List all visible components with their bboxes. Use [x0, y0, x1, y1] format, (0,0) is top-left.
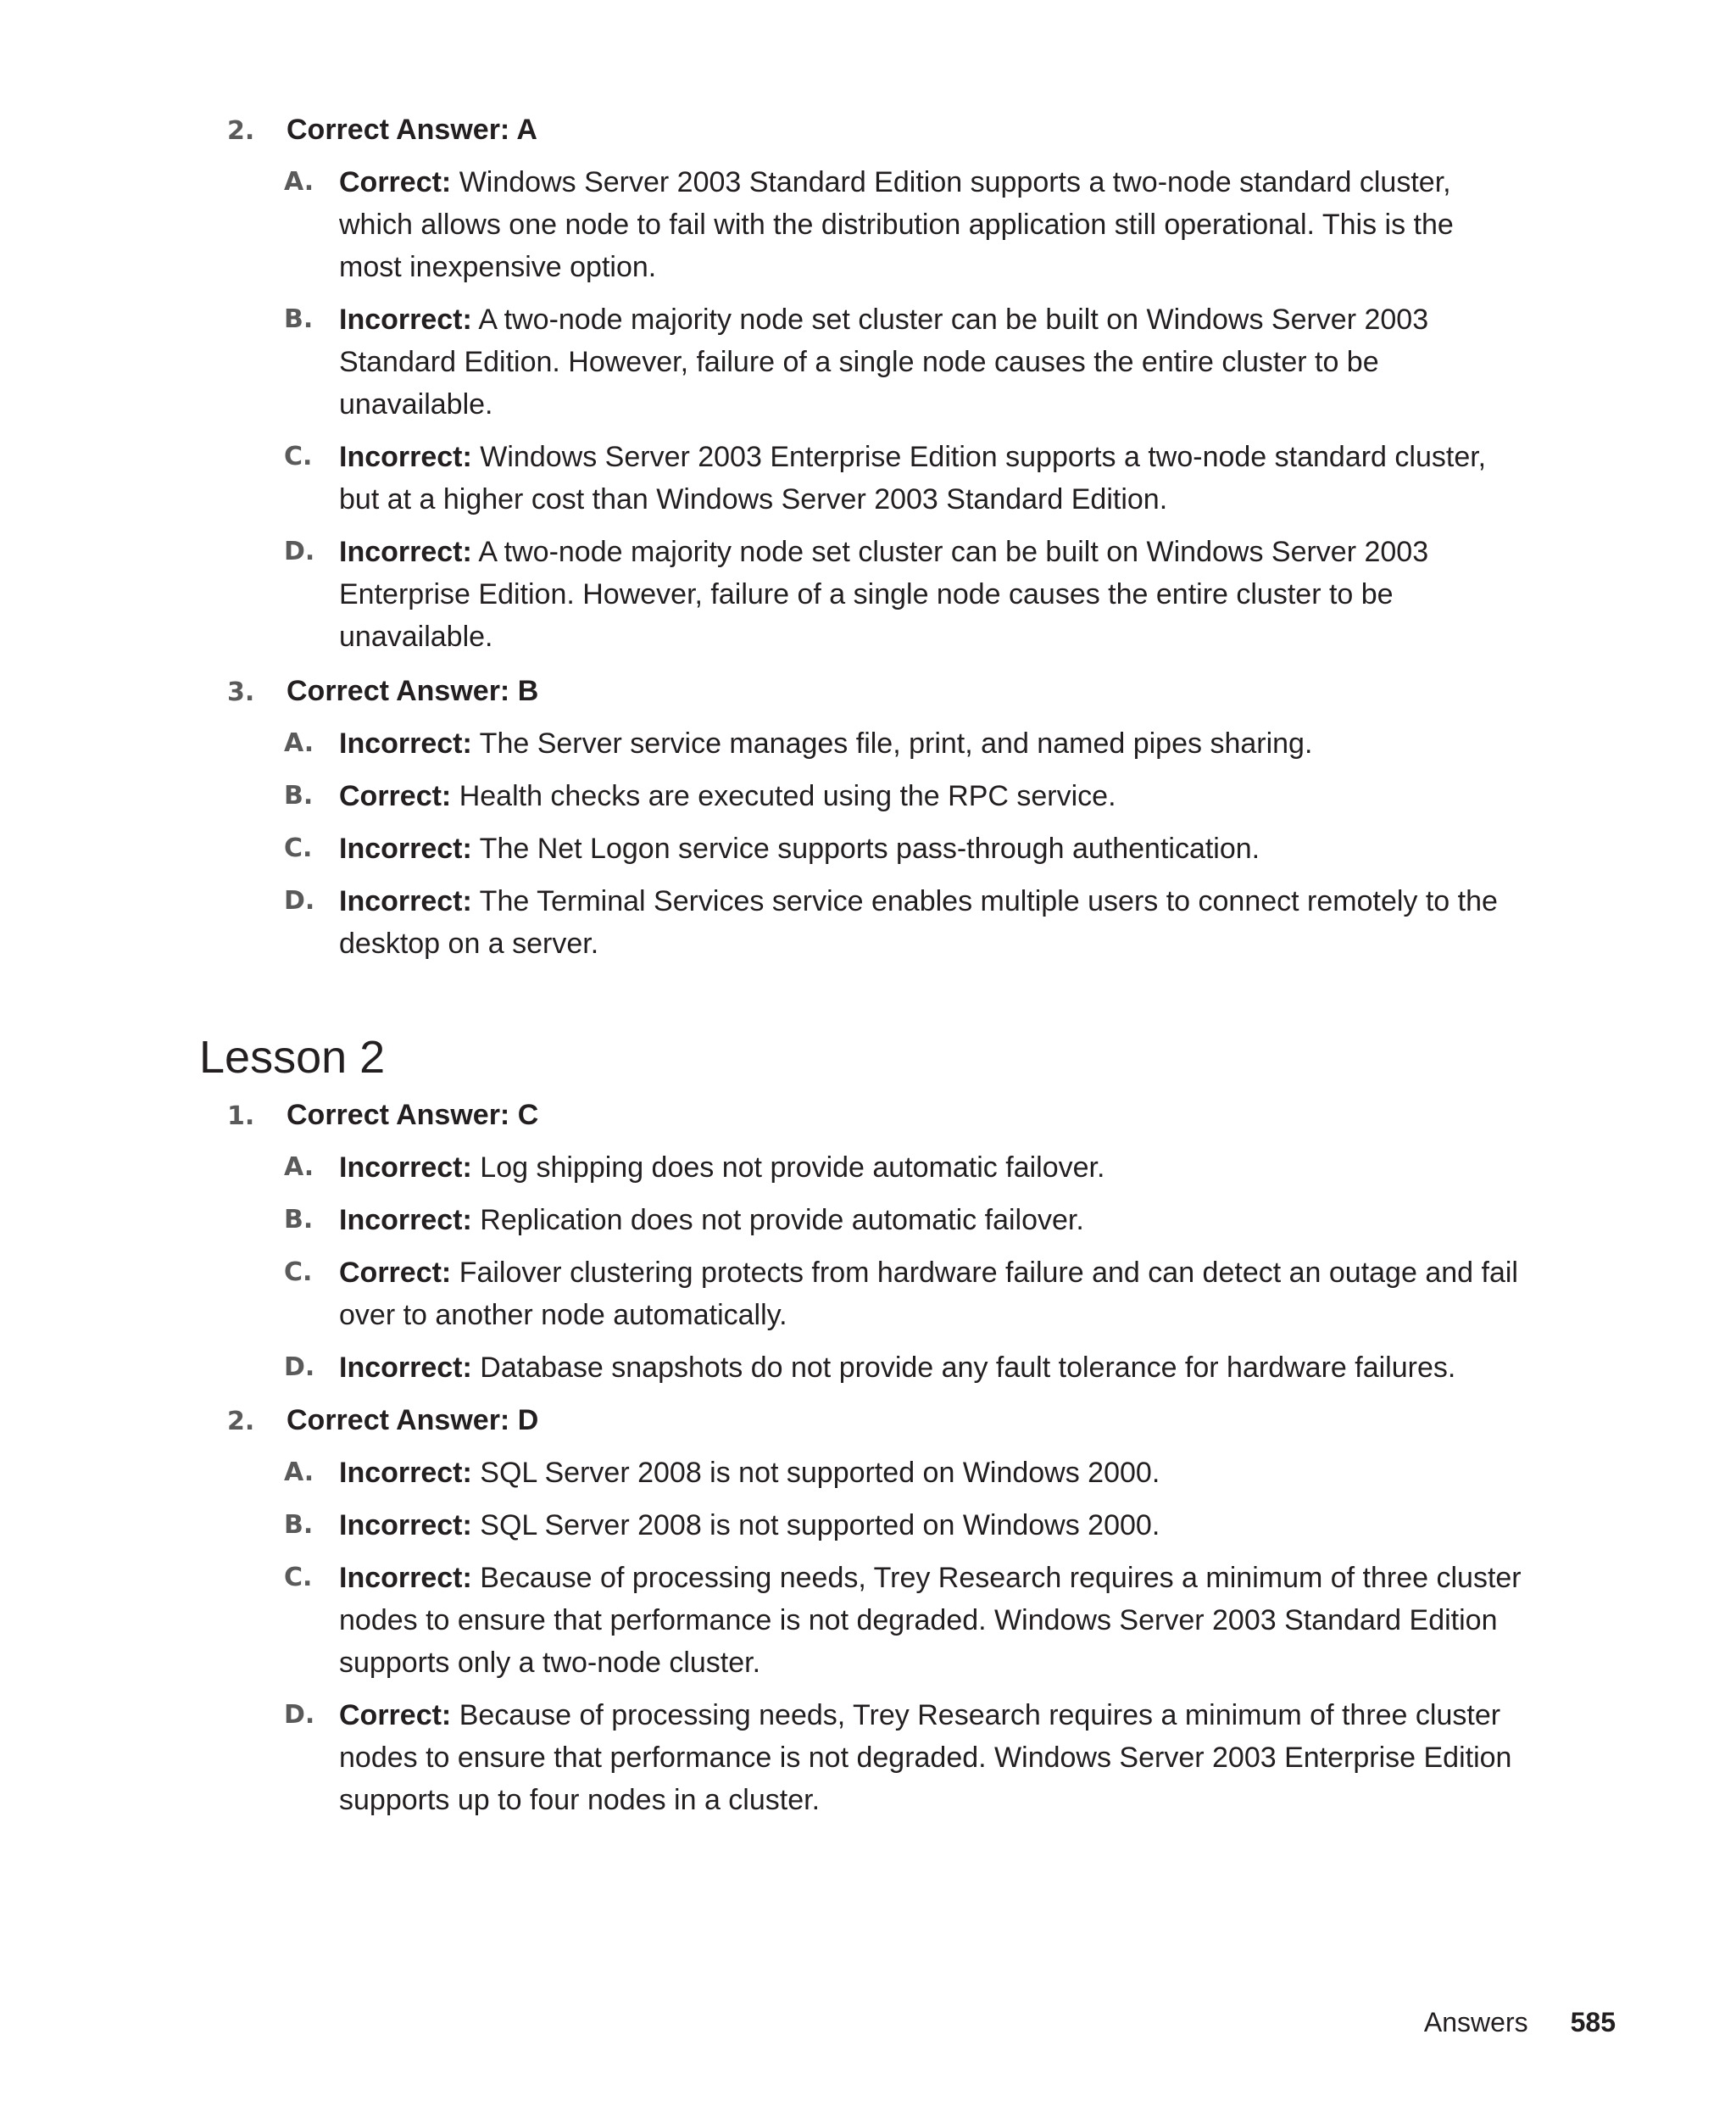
option-verdict: Incorrect: [339, 727, 472, 760]
option-verdict: Correct: [339, 1699, 452, 1731]
option-letter: A. [284, 1458, 314, 1487]
question-number: 2. [227, 1407, 255, 1436]
option-text: The Terminal Services service enables multiple users to connect remotely to the desktop on a server. [339, 885, 1498, 960]
answer-option [284, 1452, 1522, 1494]
answer-option [284, 1251, 1522, 1336]
answer-option [284, 880, 1522, 965]
answer-option [284, 1504, 1522, 1547]
option-verdict: Correct: [339, 166, 452, 198]
option-text: SQL Server 2008 is not supported on Windows 2000. [480, 1457, 1160, 1489]
question-number: 1. [227, 1101, 255, 1131]
option-verdict: Correct: [339, 1257, 452, 1289]
correct-answer-label: Correct Answer: B [287, 675, 539, 707]
option-text: The Server service manages file, print, and named pipes sharing. [479, 727, 1313, 760]
option-text: A two-node majority node set cluster can be built on Windows Server 2003 Standard Edition. However, failure of a single node causes the entire cluster to be unavailable. [339, 304, 1429, 421]
option-letter: A. [284, 1152, 314, 1182]
answer-option [284, 775, 1522, 817]
option-letter: B. [284, 304, 314, 334]
correct-answer-label: Correct Answer: C [287, 1099, 539, 1131]
page-number: 585 [1570, 2007, 1616, 2037]
option-verdict: Incorrect: [339, 1204, 472, 1236]
option-verdict: Incorrect: [339, 1352, 472, 1384]
answer-option [284, 1199, 1522, 1241]
option-text: A two-node majority node set cluster can be built on Windows Server 2003 Enterprise Edition. However, failure of a single node causes the entire cluster to be unavailable. [339, 536, 1429, 653]
option-verdict: Incorrect: [339, 1457, 472, 1489]
option-letter: D. [284, 537, 315, 566]
option-verdict: Incorrect: [339, 304, 472, 336]
correct-answer-label: Correct Answer: D [287, 1404, 539, 1436]
option-letter: C. [284, 833, 313, 863]
answer-option [284, 722, 1522, 765]
answer-option [284, 1146, 1522, 1189]
question-number: 2. [227, 116, 255, 146]
option-text: Windows Server 2003 Standard Edition supports a two-node standard cluster, which allows one node to fail with the distribution application still operational. This is the most inexpensive option. [339, 166, 1454, 283]
question-heading [227, 1399, 538, 1443]
option-letter: A. [284, 728, 314, 758]
option-verdict: Correct: [339, 780, 452, 812]
answer-option [284, 1694, 1522, 1821]
option-letter: A. [284, 167, 314, 197]
correct-answer-label: Correct Answer: A [287, 114, 537, 146]
question-heading [227, 670, 538, 714]
answer-option [284, 436, 1522, 521]
option-letter: B. [284, 1510, 314, 1540]
answer-option [284, 1346, 1522, 1389]
question-heading [227, 1094, 538, 1138]
option-text: Windows Server 2003 Enterprise Edition supports a two-node standard cluster, but at a higher cost than Windows Server 2003 Standard Edition. [339, 441, 1487, 516]
option-verdict: Incorrect: [339, 441, 472, 473]
option-letter: B. [284, 1205, 314, 1235]
answer-option [284, 531, 1522, 658]
option-letter: C. [284, 1563, 313, 1592]
option-text: Health checks are executed using the RPC service. [459, 780, 1116, 812]
option-verdict: Incorrect: [339, 536, 472, 568]
question-number: 3. [227, 677, 255, 707]
option-verdict: Incorrect: [339, 1562, 472, 1594]
option-letter: D. [284, 1352, 315, 1382]
answer-option [284, 1557, 1522, 1684]
option-text: Replication does not provide automatic failover. [480, 1204, 1084, 1236]
option-text: Log shipping does not provide automatic failover. [480, 1151, 1105, 1184]
option-verdict: Incorrect: [339, 1151, 472, 1184]
option-text: Because of processing needs, Trey Research requires a minimum of three cluster nodes to ensure that performance is not degraded. Windows Server 2003 Standard Edition supports only a two-node cluster. [339, 1562, 1522, 1679]
answer-option [284, 828, 1522, 870]
option-letter: C. [284, 1257, 313, 1287]
option-letter: B. [284, 781, 314, 811]
footer-section-title: Answers [1423, 2007, 1528, 2037]
page-footer [1424, 2001, 1616, 2043]
answer-option [284, 298, 1522, 426]
option-text: SQL Server 2008 is not supported on Windows 2000. [480, 1509, 1160, 1541]
option-text: Failover clustering protects from hardware failure and can detect an outage and fail over to another node automatically. [339, 1257, 1518, 1331]
option-text: Because of processing needs, Trey Research requires a minimum of three cluster nodes to ensure that performance is not degraded. Windows Server 2003 Enterprise Edition supports up to four nodes in a cluster. [339, 1699, 1512, 1816]
lesson-heading: Lesson 2 [199, 1032, 386, 1083]
option-letter: C. [284, 442, 313, 471]
option-verdict: Incorrect: [339, 1509, 472, 1541]
option-text: Database snapshots do not provide any fault tolerance for hardware failures. [480, 1352, 1456, 1384]
question-heading [227, 109, 537, 153]
option-verdict: Incorrect: [339, 885, 472, 917]
answer-option [284, 161, 1522, 288]
option-letter: D. [284, 886, 315, 916]
option-text: The Net Logon service supports pass-through authentication. [479, 833, 1260, 865]
option-verdict: Incorrect: [339, 833, 472, 865]
option-letter: D. [284, 1700, 315, 1730]
